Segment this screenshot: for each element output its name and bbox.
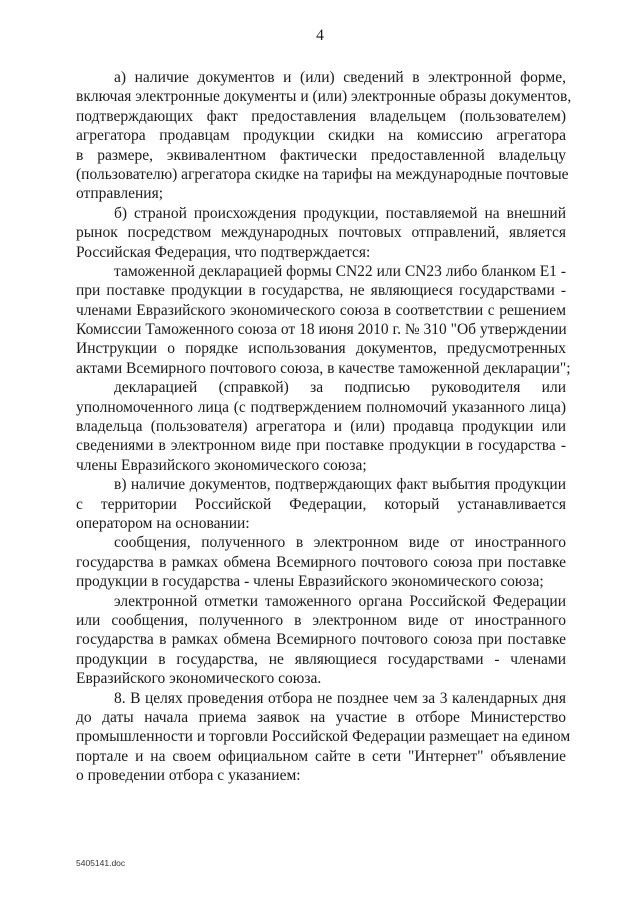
text-line: Инструкции о порядке использования документов, предусмотренных — [76, 340, 566, 358]
text-line: включая электронные документы и (или) электронные образы документов, — [76, 88, 572, 106]
text-line: в) наличие документов, подтверждающих факт выбытия продукции — [114, 476, 566, 494]
text-line: портале и на своем официальном сайте в сети "Интернет" объявление — [76, 747, 566, 765]
text-line: подтверждающих факт предоставления владельцем (пользователем) — [76, 107, 566, 125]
text-line: (пользователю) агрегатора скидке на тарифы на международные почтовые — [76, 165, 569, 183]
text-line: таможенной декларацией формы CN22 или CN23 либо бланком Е1 - — [114, 262, 566, 280]
text-line: отправления; — [76, 185, 163, 203]
paragraph-b — [76, 204, 566, 262]
text-line: государства в рамках обмена Всемирного почтового союза при поставке — [76, 631, 566, 649]
text-line: а) наличие документов и (или) сведений в электронной форме, — [114, 69, 566, 86]
text-line: до даты начала приема заявок на участие в отборе Министерство — [76, 708, 566, 726]
text-line: 8. В целях проведения отбора не позднее чем за 3 календарных дня — [114, 689, 566, 707]
text-line: при поставке продукции в государства, не являющиеся государствами - — [76, 282, 566, 300]
text-line: оператором на основании: — [76, 514, 250, 532]
text-line: рынок посредством международных почтовых отправлений, является — [76, 224, 566, 242]
text-line: декларацией (справкой) за подписью руководителя или — [114, 379, 566, 397]
paragraph-declaration-reference — [76, 378, 566, 475]
text-line: владельца (пользователя) агрегатора и (или) продавца продукции или — [76, 418, 566, 436]
text-line: Евразийского экономического союза. — [76, 670, 322, 688]
text-line: в размере, эквивалентном фактически предоставленной владельцу — [76, 146, 566, 164]
paragraph-a — [76, 68, 572, 204]
text-line: актами Всемирного почтового союза, в качестве таможенной декларации"; — [76, 359, 571, 377]
document-body — [76, 68, 572, 785]
text-line: продукции в государства, не являющиеся государствами - членами — [76, 650, 566, 668]
text-line: продукции в государства - члены Евразийского экономического союза; — [76, 573, 544, 591]
text-line: о проведении отбора с указанием: — [76, 767, 301, 785]
paragraph-electronic-mark — [76, 592, 566, 689]
paragraph-message — [76, 533, 566, 591]
paragraph-customs-declaration — [76, 262, 571, 378]
text-line: агрегатора продавцам продукции скидки на комиссию агрегатора — [76, 127, 566, 145]
text-line: сообщения, полученного в электронном виде от иностранного — [114, 534, 566, 552]
text-line: Российская Федерация, что подтверждается: — [76, 243, 371, 261]
paragraph-v — [76, 475, 566, 533]
paragraph-8 — [76, 689, 571, 786]
text-line: Комиссии Таможенного союза от 18 июня 2010 г. № 310 "Об утверждении — [76, 321, 567, 339]
text-line: б) страной происхождения продукции, поставляемой на внешний — [114, 204, 566, 222]
document-footer-filename: 5405141.doc — [76, 858, 126, 868]
text-line: государства в рамках обмена Всемирного почтового союза при поставке — [76, 553, 566, 571]
text-line: члены Евразийского экономического союза; — [76, 456, 367, 474]
text-line: или сообщения, полученного в электронном виде от иностранного — [76, 611, 566, 629]
text-line: членами Евразийского экономического союза в соответствии с решением — [76, 301, 566, 319]
text-line: уполномоченного лица (с подтверждением полномочий указанного лица) — [76, 398, 566, 416]
text-line: электронной отметки таможенного органа Российской Федерации — [114, 592, 566, 610]
text-line: сведениями в электронном виде при поставке продукции в государства - — [76, 437, 566, 455]
text-line: промышленности и торговли Российской Федерации размещает на едином — [76, 728, 571, 746]
page-number: 4 — [316, 27, 324, 44]
text-line: с территории Российской Федерации, который устанавливается — [76, 495, 566, 513]
